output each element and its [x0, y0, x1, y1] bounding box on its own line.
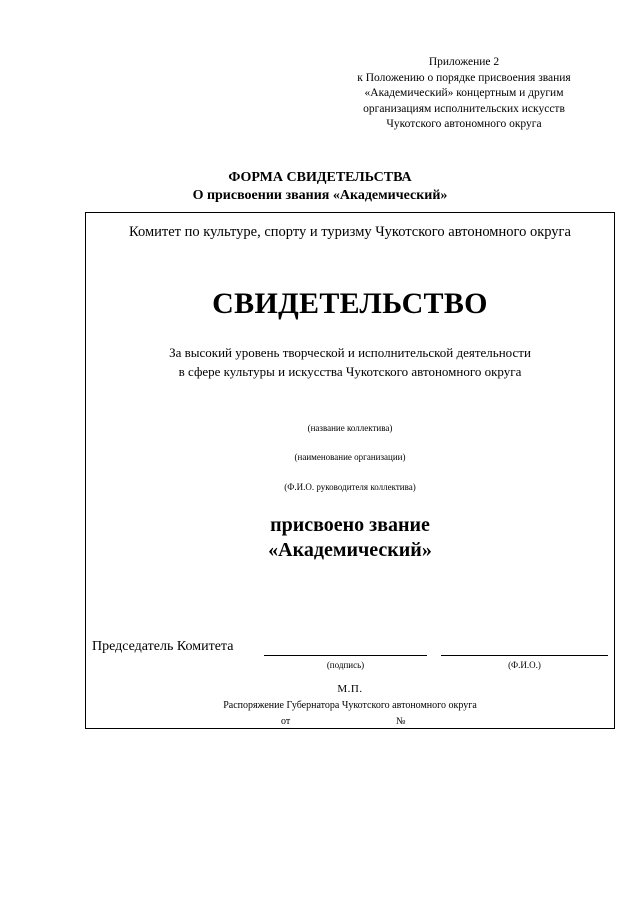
form-subheading: О присвоении звания «Академический»	[192, 188, 448, 203]
award-line: присвоено звание	[270, 514, 430, 536]
order-date-label: от	[281, 716, 291, 727]
name-caption: (Ф.И.О.)	[508, 660, 541, 670]
leader-name-placeholder: (Ф.И.О. руководителя коллектива)	[284, 482, 416, 492]
appendix-line: Чукотского автономного округа	[386, 118, 542, 130]
order-number-label: №	[396, 716, 406, 727]
appendix-line: организациям исполнительских искусств	[363, 102, 565, 115]
collective-name-placeholder: (название коллектива)	[307, 423, 393, 433]
name-line	[441, 655, 608, 656]
signature-line	[264, 655, 427, 656]
form-heading: ФОРМА СВИДЕТЕЛЬСТВА	[228, 170, 412, 185]
appendix-header	[330, 55, 598, 133]
organization-name-placeholder: (наименование организации)	[294, 452, 406, 462]
signature-caption: (подпись)	[326, 660, 365, 670]
certificate-title: СВИДЕТЕЛЬСТВО	[212, 287, 488, 320]
appendix-line: к Положению о порядке присвоения звания	[357, 71, 571, 84]
appendix-line: Приложение 2	[428, 56, 500, 68]
description-line: в сфере культуры и искусства Чукотского автономного округа	[178, 364, 522, 379]
description-line: За высокий уровень творческой и исполнительской деятельности	[169, 345, 531, 360]
appendix-line: «Академический» концертным и другим	[364, 87, 564, 99]
certificate-frame	[85, 212, 615, 729]
chairman-label: Председатель Комитета	[92, 639, 234, 654]
award-title: «Академический»	[268, 539, 432, 561]
order-text: Распоряжение Губернатора Чукотского автономного округа	[223, 700, 477, 711]
seal-place: М.П.	[337, 683, 363, 695]
issuer-name: Комитет по культуре, спорту и туризму Чукотского автономного округа	[129, 224, 571, 240]
